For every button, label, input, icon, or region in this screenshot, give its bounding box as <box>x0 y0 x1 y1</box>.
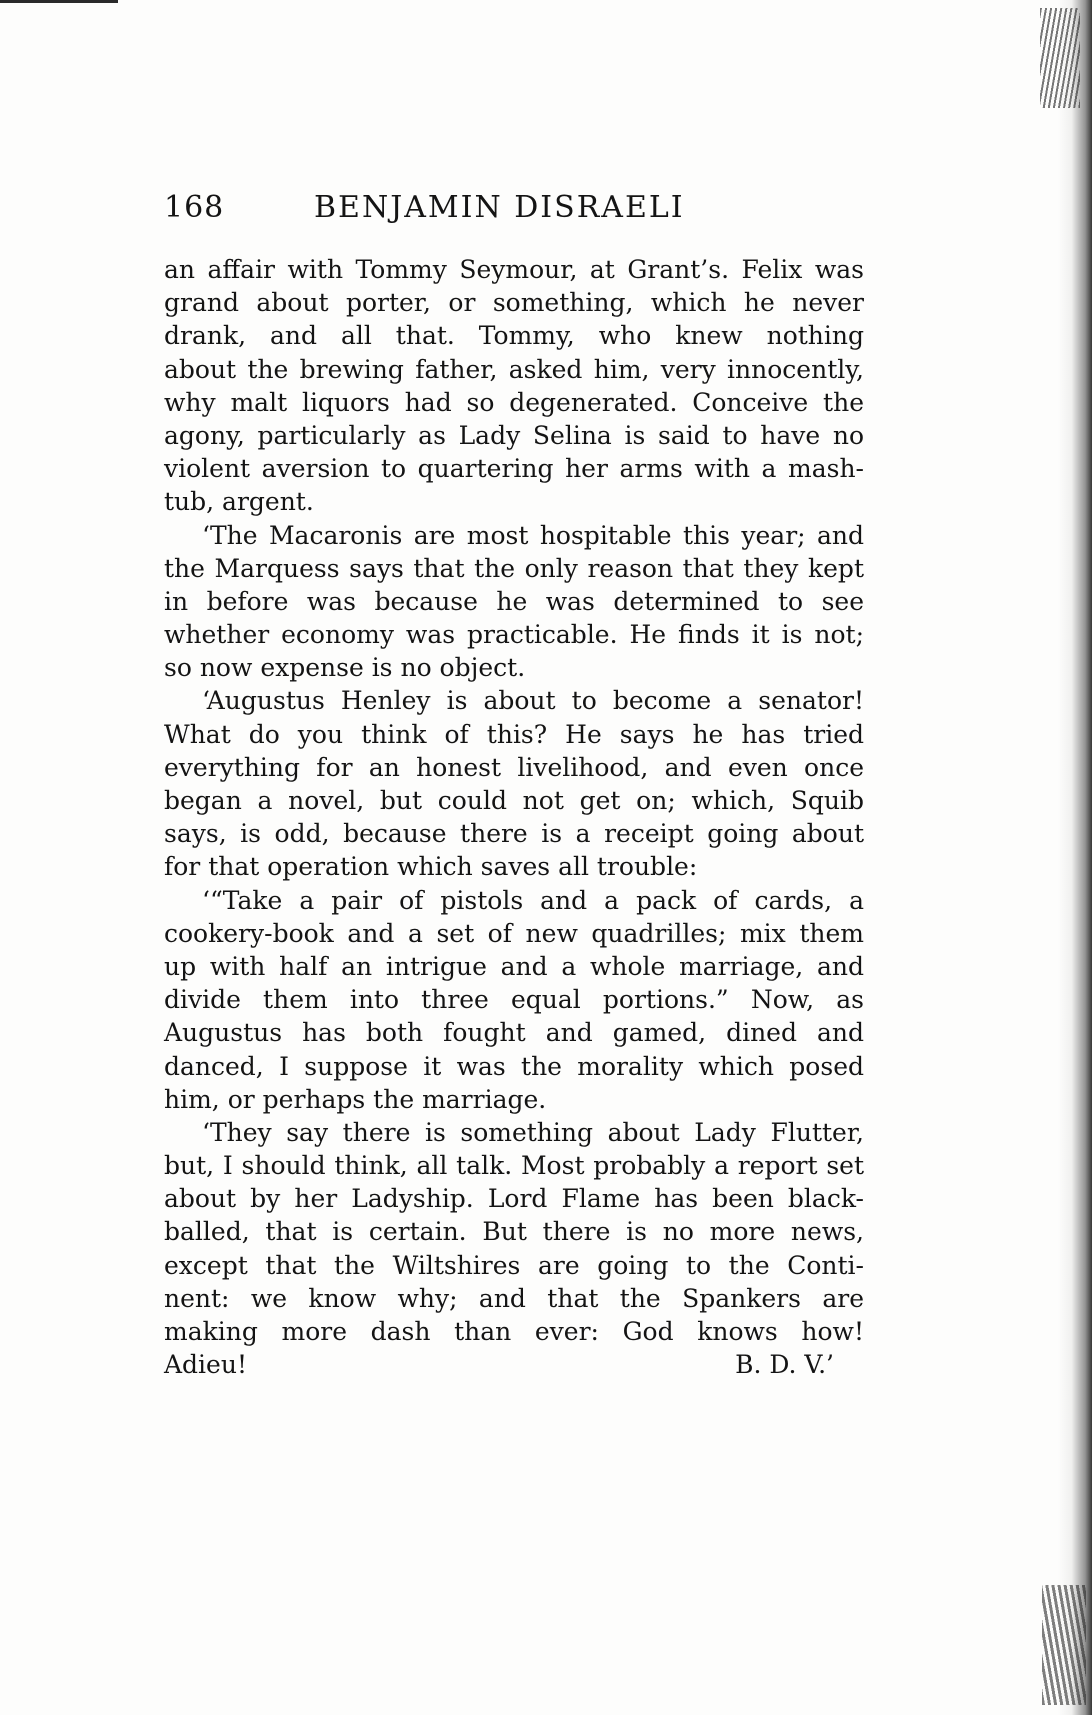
paragraph <box>164 884 864 1116</box>
body-text <box>164 253 864 1381</box>
text-line: nent: we know why; and that the Spankers are <box>164 1283 864 1313</box>
text-line: cookery-book and a set of new quadrilles; mix them <box>164 918 864 948</box>
text-line: about the brewing father, asked him, very innocently, <box>164 354 864 384</box>
paragraph <box>164 1116 864 1348</box>
text-line: danced, I suppose it was the morality which posed <box>164 1051 864 1081</box>
signature: B. D. V.’ <box>735 1350 834 1380</box>
text-line: Augustus has both fought and gamed, dined and <box>164 1018 864 1048</box>
text-line: up with half an intrigue and a whole marriage, and <box>164 951 864 981</box>
paragraph <box>164 253 864 519</box>
paragraph <box>164 519 864 685</box>
text-line: divide them into three equal portions.” Now, as <box>164 985 864 1015</box>
text-line: so now expense is no object. <box>164 653 526 683</box>
text-line: an affair with Tommy Seymour, at Grant’s. Felix was <box>164 255 864 284</box>
text-line: ‘Augustus Henley is about to become a senator! <box>202 686 864 716</box>
text-line: ‘The Macaronis are most hospitable this year; and <box>202 520 864 550</box>
text-line: agony, particularly as Lady Selina is said to have no <box>164 420 864 450</box>
text-line: everything for an honest livelihood, and even once <box>164 752 864 782</box>
text-line: began a novel, but could not get on; which, Squib <box>164 786 864 815</box>
text-line: ‘They say there is something about Lady Flutter, <box>202 1117 864 1147</box>
text-line: him, or perhaps the marriage. <box>164 1084 547 1114</box>
paragraph <box>164 684 864 883</box>
text-line: balled, that is certain. But there is no more news, <box>164 1217 864 1247</box>
scan-page-edge-shadow <box>1058 0 1092 1715</box>
text-line: ‘“Take a pair of pistols and a pack of cards, a <box>202 885 864 915</box>
text-line: but, I should think, all talk. Most probably a report set <box>164 1151 864 1181</box>
text-line: making more dash than ever: God knows how! <box>164 1317 864 1346</box>
text-line: says, is odd, because there is a receipt going about <box>164 819 864 849</box>
text-line: drank, and all that. Tommy, who knew nothing <box>164 321 864 351</box>
text-line: whether economy was practicable. He finds it is not; <box>164 620 864 650</box>
text-line: except that the Wiltshires are going to the Conti- <box>164 1250 864 1280</box>
text-line: for that operation which saves all trouble: <box>164 852 698 882</box>
running-head <box>164 190 884 234</box>
text-line: tub, argent. <box>164 487 314 517</box>
scan-corner-rule <box>0 0 118 3</box>
scan-edge-mark-top <box>1040 8 1080 108</box>
running-title: BENJAMIN DISRAELI <box>314 190 685 225</box>
scan-edge-mark-bottom <box>1042 1585 1086 1705</box>
text-line: the Marquess says that the only reason that they kept <box>164 553 864 583</box>
text-line: What do you think of this? He says he has tried <box>164 719 864 749</box>
text-line: violent aversion to quartering her arms with a mash- <box>164 454 864 484</box>
page-number: 168 <box>164 190 225 225</box>
text-line: in before was because he was determined to see <box>164 586 864 616</box>
valediction: Adieu! <box>164 1350 247 1380</box>
text-line: grand about porter, or something, which he never <box>164 288 864 318</box>
text-line: why malt liquors had so degenerated. Conceive the <box>164 387 864 417</box>
text-line: about by her Ladyship. Lord Flame has been black- <box>164 1184 864 1214</box>
letter-closing <box>164 1348 864 1381</box>
